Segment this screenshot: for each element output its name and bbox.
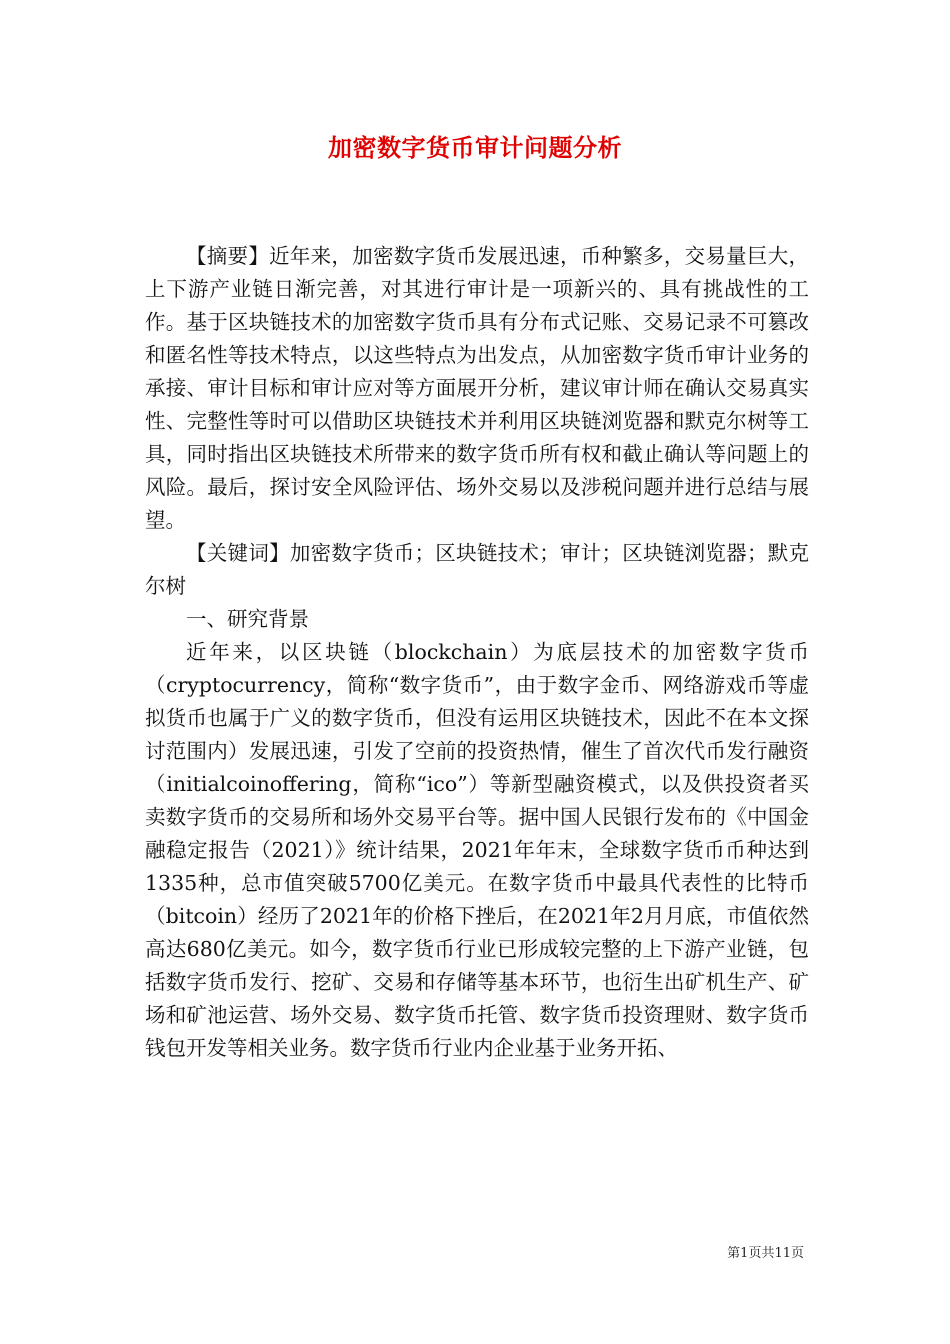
keywords-paragraph: 【关键词】加密数字货币；区块链技术；审计；区块链浏览器；默克尔树 bbox=[145, 541, 809, 598]
page-number: 第1页共11页 bbox=[727, 1246, 804, 1261]
document-title: 加密数字货币审计问题分析 bbox=[328, 133, 622, 162]
document-body bbox=[145, 240, 809, 1065]
section-heading: 一、研究背景 bbox=[186, 607, 309, 631]
body-paragraph: 近年来，以区块链（blockchain）为底层技术的加密数字货币（cryptocurrency，简称“数字货币”，由于数字金币、网络游戏币等虚拟货币也属于广义的数字货币，但没有运用区块链技术，因此不在本文探讨范围内）发展迅速，引发了空前的投资热情，催生了首次代币发行融资（initialcoinoffering，简称“ico”）等新型融资模式，以及供投资者买卖数字货币的交易所和场外交易平台等。据中国人民银行发布的《中国金融稳定报告（2021）》统计结果，2021年年末，全球数字货币币种达到1335种，总市值突破5700亿美元。在数字货币中最具代表性的比特币（bitcoin）经历了2021年的价格下挫后，在2021年2月月底，市值依然高达680亿美元。如今，数字货币行业已形成较完整的上下游产业链，包括数字货币发行、挖矿、交易和存储等基本环节，也衍生出矿机生产、矿场和矿池运营、场外交易、数字货币托管、数字货币投资理财、数字货币钱包开发等相关业务。数字货币行业内企业基于业务开拓、 bbox=[145, 640, 809, 1060]
abstract-paragraph: 【摘要】近年来，加密数字货币发展迅速，币种繁多，交易量巨大，上下游产业链日渐完善，对其进行审计是一项新兴的、具有挑战性的工作。基于区块链技术的加密数字货币具有分布式记账、交易记录不可篡改和匿名性等技术特点，以这些特点为出发点，从加密数字货币审计业务的承接、审计目标和审计应对等方面展开分析，建议审计师在确认交易真实性、完整性等时可以借助区块链技术并利用区块链浏览器和默克尔树等工具，同时指出区块链技术所带来的数字货币所有权和截止确认等问题上的风险。最后，探讨安全风险评估、场外交易以及涉税问题并进行总结与展望。 bbox=[145, 244, 809, 532]
